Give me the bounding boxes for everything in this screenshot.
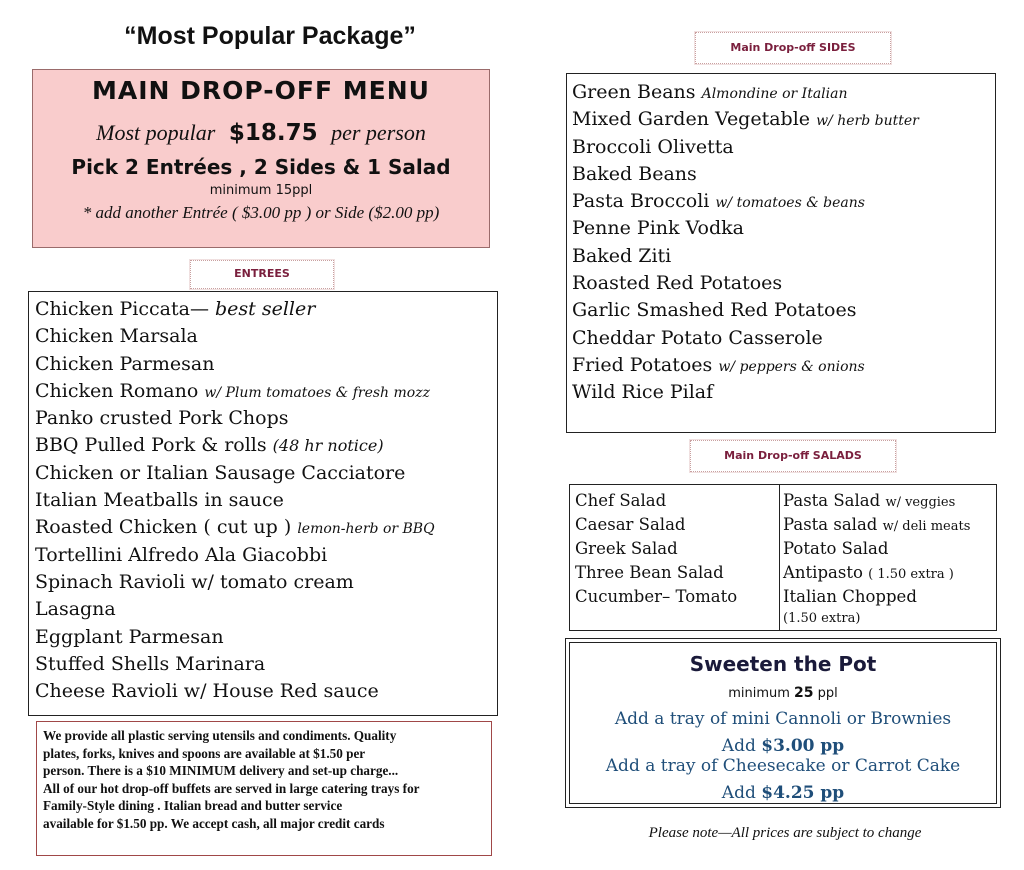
list-item: Roasted Red Potatoes — [572, 272, 783, 295]
service-info-box — [36, 721, 492, 856]
price-value: $18.75 — [228, 120, 318, 146]
list-item: Cheese Ravioli w/ House Red sauce — [35, 680, 379, 703]
service-info-text: We provide all plastic serving utensils and condiments. Quality plates, forks, knives and spoons are available at $1.50 per person. There is a $10 MINIMUM delivery and set-up charge... All of our hot drop-off buffets are served in large catering trays for Family-Style dining . Italian bread and butter service available for $1.50 pp. We accept cash, all major credit cards — [43, 728, 420, 831]
list-item: Garlic Smashed Red Potatoes — [572, 299, 857, 322]
list-item: Pasta Salad w/ veggies — [783, 491, 956, 510]
price-suffix: per person — [331, 120, 426, 145]
salads-box — [569, 484, 997, 631]
salads-right-column — [783, 489, 970, 629]
list-item: BBQ Pulled Pork & rolls (48 hr notice) — [35, 434, 384, 457]
list-item: Baked Beans — [572, 162, 697, 185]
list-item: Spinach Ravioli w/ tomato cream — [35, 570, 354, 593]
list-item: Chef Salad — [575, 491, 667, 510]
list-item: Eggplant Parmesan — [35, 625, 224, 648]
list-item: Baked Ziti — [572, 244, 672, 267]
price-line — [33, 120, 489, 146]
salads-divider — [779, 485, 780, 630]
list-item: Three Bean Salad — [575, 563, 724, 582]
list-item: Fried Potatoes w/ peppers & onions — [572, 353, 865, 376]
pick-line: Pick 2 Entrées , 2 Sides & 1 Salad — [71, 155, 451, 179]
sweeten-inner-frame — [569, 642, 997, 804]
sides-section-label: Main Drop-off SIDES — [695, 32, 891, 64]
sweeten-minimum: minimum 25 ppl — [728, 685, 838, 701]
list-item: Chicken Piccata— best seller — [35, 298, 316, 320]
list-item: Pasta Broccoli w/ tomatoes & beans — [572, 190, 865, 213]
list-item: (1.50 extra) — [783, 611, 861, 626]
list-item: Chicken Romano w/ Plum tomatoes & fresh mozz — [35, 379, 430, 402]
list-item: Lasagna — [35, 598, 116, 621]
sides-list — [567, 74, 995, 407]
list-item: Mixed Garden Vegetable w/ herb butter — [572, 108, 919, 131]
main-menu-box — [32, 69, 490, 248]
salads-left-column — [575, 489, 737, 609]
list-item: Italian Meatballs in sauce — [35, 489, 284, 512]
list-item: Cucumber– Tomato — [575, 587, 738, 606]
list-item: Stuffed Shells Marinara — [35, 652, 266, 675]
salads-section-label: Main Drop-off SALADS — [690, 440, 896, 472]
sweeten-price-2: Add $4.25 pp — [721, 783, 845, 803]
list-item: Chicken Parmesan — [35, 352, 215, 375]
list-item: Roasted Chicken ( cut up ) lemon-herb or BBQ — [35, 516, 435, 539]
menu-headline: “Most Popular Package” — [124, 22, 416, 50]
list-item: Penne Pink Vodka — [572, 217, 745, 240]
list-item: Broccoli Olivetta — [572, 135, 734, 158]
list-item: Wild Rice Pilaf — [572, 381, 714, 404]
list-item: Greek Salad — [575, 539, 678, 558]
list-item: Cheddar Potato Casserole — [572, 326, 823, 349]
list-item: Chicken or Italian Sausage Cacciatore — [35, 461, 406, 484]
list-item: Potato Salad — [783, 539, 889, 558]
sweeten-line-cannoli: Add a tray of mini Cannoli or Brownies — [614, 709, 952, 729]
list-item: Italian Chopped — [783, 587, 917, 606]
sweeten-line-cheesecake: Add a tray of Cheesecake or Carrot Cake — [605, 756, 961, 776]
price-change-note: Please note—All prices are subject to change — [648, 825, 922, 841]
list-item: Chicken Marsala — [35, 325, 198, 348]
sweeten-price-1: Add $3.00 pp — [721, 736, 845, 756]
list-item: Panko crusted Pork Chops — [35, 407, 289, 430]
list-item: Green Beans Almondine or Italian — [572, 81, 848, 103]
sweeten-title: Sweeten the Pot — [689, 652, 877, 676]
price-prefix: Most popular — [96, 120, 216, 145]
entrees-box — [28, 291, 498, 716]
minimum-line: minimum 15ppl — [209, 183, 313, 198]
list-item: Antipasto ( 1.50 extra ) — [783, 563, 954, 582]
list-item: Caesar Salad — [575, 515, 686, 534]
entrees-list — [29, 292, 497, 705]
add-on-note: * add another Entrée ( $3.00 pp ) or Side ($2.00 pp) — [82, 203, 440, 222]
sides-box — [566, 73, 996, 433]
main-menu-title: MAIN DROP-OFF MENU — [92, 76, 430, 105]
entrees-section-label: ENTREES — [190, 260, 334, 289]
sweeten-box — [565, 638, 1001, 808]
list-item: Pasta salad w/ deli meats — [783, 515, 971, 534]
list-item: Tortellini Alfredo Ala Giacobbi — [35, 543, 328, 566]
